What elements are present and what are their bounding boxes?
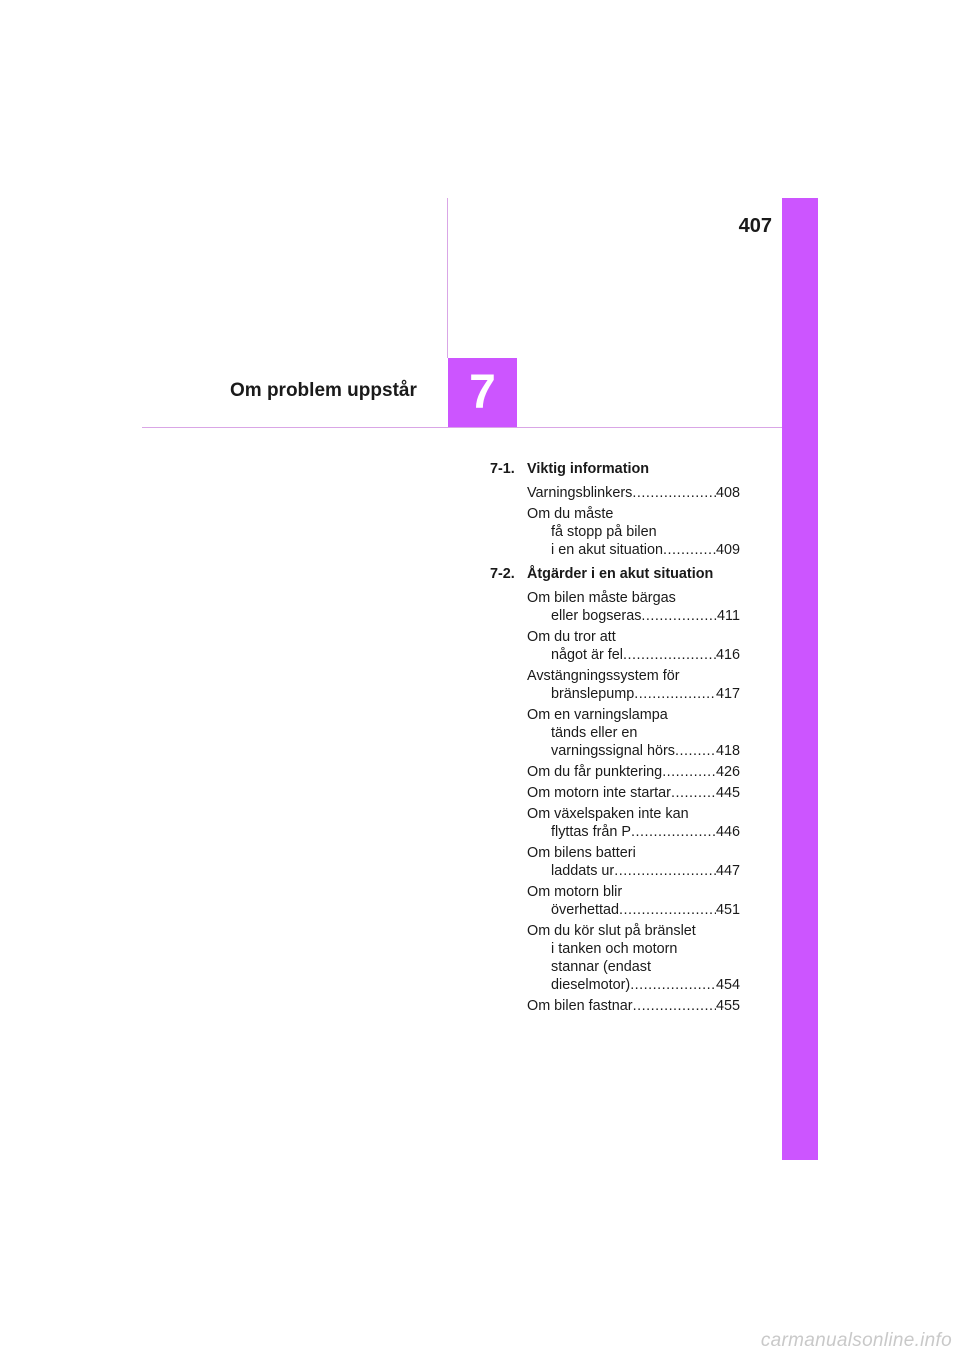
toc-entry[interactable] xyxy=(527,805,740,841)
dot-leader xyxy=(634,685,716,703)
chapter-side-tab xyxy=(782,198,818,1160)
toc-entry-line: dieselmotor) xyxy=(551,977,631,993)
toc-entry-line: stannar (endast xyxy=(551,959,651,975)
toc-entry-line: överhettad xyxy=(551,902,620,918)
toc-entry-line: i en akut situation xyxy=(551,542,663,558)
toc-entry-line: Om du måste xyxy=(527,506,614,522)
toc-entry[interactable] xyxy=(527,589,740,625)
toc-entry-page: 451 xyxy=(715,902,740,918)
dot-leader xyxy=(675,742,716,760)
toc-entry-page: 417 xyxy=(715,686,740,702)
dot-leader xyxy=(633,997,716,1015)
toc-section-number: 7-2. xyxy=(490,566,515,582)
toc-entry-page: 411 xyxy=(717,608,740,624)
toc-entry[interactable] xyxy=(527,784,740,802)
toc-section xyxy=(490,460,740,559)
toc-entry-page: 408 xyxy=(715,485,740,501)
toc-entry-page: 455 xyxy=(715,998,740,1014)
toc-entry-line: Avstängningssystem för xyxy=(527,668,680,684)
toc-section-number: 7-1. xyxy=(490,461,515,477)
dot-leader xyxy=(662,763,716,781)
toc-entry[interactable] xyxy=(527,667,740,703)
toc-entry-page: 409 xyxy=(715,542,740,558)
toc-section xyxy=(490,565,740,1015)
watermark: carmanualsonline.info xyxy=(760,1330,952,1351)
toc-entry-page: 446 xyxy=(715,824,740,840)
toc-entry-line: Om motorn blir xyxy=(527,884,623,900)
toc-entry[interactable] xyxy=(527,505,740,559)
toc-section-title: Viktig information xyxy=(527,461,650,477)
dot-leader xyxy=(632,484,716,502)
dot-leader xyxy=(641,607,717,625)
toc-entry-page: 426 xyxy=(715,764,740,780)
toc-entry[interactable] xyxy=(527,997,740,1015)
dot-leader xyxy=(619,901,716,919)
toc-entry-page: 416 xyxy=(715,647,740,663)
toc-entry-line: eller bogseras xyxy=(551,608,642,624)
toc-entry-page: 445 xyxy=(715,785,740,801)
dot-leader xyxy=(631,823,716,841)
toc-entry-line: i tanken och motorn xyxy=(551,941,678,957)
page-number: 407 xyxy=(738,215,772,237)
dot-leader xyxy=(623,646,716,664)
toc-entry-line: laddats ur xyxy=(551,863,615,879)
toc-entry-line: Om du kör slut på bränslet xyxy=(527,923,696,939)
toc-entry-line: Varningsblinkers xyxy=(527,485,633,501)
toc-section-title: Åtgärder i en akut situation xyxy=(527,566,714,582)
toc-entry-line: få stopp på bilen xyxy=(551,524,657,540)
toc-entry[interactable] xyxy=(527,763,740,781)
dot-leader xyxy=(630,976,716,994)
toc-section-heading xyxy=(490,460,740,478)
dot-leader xyxy=(671,784,716,802)
toc-entry-line: tänds eller en xyxy=(551,725,638,741)
horizontal-rule xyxy=(142,427,782,428)
toc-entry[interactable] xyxy=(527,628,740,664)
toc-entry-line: Om bilens batteri xyxy=(527,845,636,861)
toc-entry-line: Om motorn inte startar xyxy=(527,785,671,801)
toc-entry-line: Om bilen måste bärgas xyxy=(527,590,676,606)
toc-entry-page: 447 xyxy=(715,863,740,879)
toc-entry-line: varningssignal hörs xyxy=(551,743,675,759)
toc-entry[interactable] xyxy=(527,706,740,760)
toc-entry-line: bränslepump xyxy=(551,686,635,702)
toc-entry[interactable] xyxy=(527,844,740,880)
dot-leader xyxy=(614,862,716,880)
chapter-number-box xyxy=(448,358,517,427)
toc-entry[interactable] xyxy=(527,922,740,994)
chapter-number: 7 xyxy=(469,366,496,419)
toc-entry-line: Om du tror att xyxy=(527,629,616,645)
toc-entry-line: Om bilen fastnar xyxy=(527,998,633,1014)
toc-section-heading xyxy=(490,565,740,583)
toc-entry-page: 454 xyxy=(715,977,740,993)
toc-entry-line: flyttas från P xyxy=(551,824,631,840)
toc-entry[interactable] xyxy=(527,883,740,919)
toc-entry-line: Om en varningslampa xyxy=(527,707,668,723)
dot-leader xyxy=(663,541,716,559)
toc-entry-line: Om du får punktering xyxy=(527,764,663,780)
toc-entry-line: Om växelspaken inte kan xyxy=(527,806,689,822)
toc-entry-page: 418 xyxy=(715,743,740,759)
toc-entry[interactable] xyxy=(527,484,740,502)
chapter-title: Om problem uppstår xyxy=(230,380,417,401)
vertical-rule xyxy=(447,198,448,358)
table-of-contents xyxy=(490,460,740,1021)
toc-entry-line: något är fel xyxy=(551,647,624,663)
